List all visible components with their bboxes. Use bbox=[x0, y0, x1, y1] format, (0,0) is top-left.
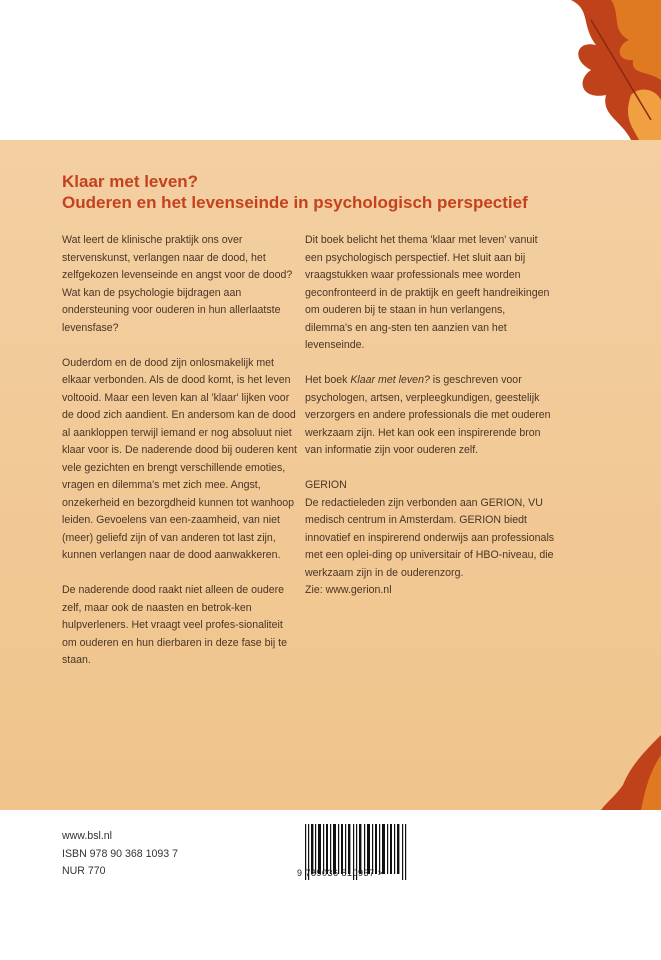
book-title: Klaar met leven? bbox=[62, 172, 199, 191]
isbn-number: ISBN 978 90 368 1093 7 bbox=[62, 847, 179, 860]
publisher-info bbox=[62, 828, 178, 881]
p2-text-after: is geschreven voor psychologen, artsen, verpleegkundigen, geestelijk verzorgers en andere professionals die met ouderen werkzaam zijn. Het kan ook een inspirerende bron van informatie zijn voor ouderen zelf. bbox=[305, 374, 551, 456]
book-title-italic: Klaar met leven? bbox=[350, 374, 430, 386]
leaf-corner-image bbox=[601, 735, 661, 810]
gerion-text: De redactieleden zijn verbonden aan GERION, VU medisch centrum in Amsterdam. GERION biedt innovatief en inspirerend onderwijs aan professionals met een oplei-ding op universitair of HBO-niveau, die werkzaam zijn in de ouderenzorg. bbox=[305, 496, 555, 579]
left-paragraph-1: Wat leert de klinische praktijk ons over stervenskunst, verlangen naar de dood, het zelfgekozen levenseinde en angst voor de dood? Wat kan de psychologie bijdragen aan ondersteuning voor ouderen in hun allerlaatste levensfase? bbox=[62, 234, 293, 334]
left-paragraph-3: De naderende dood raakt niet alleen de oudere zelf, maar ook de naasten en betrok-ken hulpverleners. Het vraagt veel profes-sionaliteit om ouderen en hun dierbaren in deze fase bij te staan. bbox=[62, 584, 287, 666]
autumn-leaves-image bbox=[561, 0, 661, 140]
p2-text-before: Het boek bbox=[305, 374, 351, 386]
publisher-website: www.bsl.nl bbox=[62, 830, 113, 842]
right-paragraph-1: Dit boek belicht het thema 'klaar met leven' vanuit een psychologisch perspectief. Het sluit aan bij vraagstukken waar professionals mee worden geconfronteerd in de praktijk en geeft handreikingen om ouderen bij te staan in hun verlangens, dilemma's en ang-sten ten aanzien van het levenseinde. bbox=[305, 234, 550, 351]
barcode bbox=[300, 812, 420, 892]
gerion-heading: GERION bbox=[305, 479, 347, 491]
book-subtitle: Ouderen en het levenseinde in psychologisch perspectief bbox=[62, 193, 528, 212]
left-paragraph-2: Ouderdom en de dood zijn onlosmakelijk met elkaar verbonden. Als de dood komt, is het leven voltooid. Maar een leven kan al 'klaar' lijken voor de dood zich aandient. En andersom kan de dood al aankloppen terwijl iemand er nog absoluut niet klaar voor is. De naderende dood bij ouderen kent vele gezichten en brengt verschillende emoties, vragen en dilemma's met zich mee. Angst, onzekerheid en bezorgdheid kunnen tot wanhoop leiden. Gevoelens van een-zaamheid, van niet (meer) geliefd zijn of van anderen tot last zijn, kunnen verlangen naar de dood aanwakkeren. bbox=[62, 356, 297, 561]
right-text-column bbox=[305, 232, 555, 617]
right-paragraph-2 bbox=[305, 372, 555, 460]
nur-code: NUR 770 bbox=[62, 865, 106, 877]
gerion-link: Zie: www.gerion.nl bbox=[305, 584, 392, 596]
left-text-column bbox=[62, 232, 297, 687]
barcode-number: 9 789036 810937 > bbox=[297, 868, 384, 878]
